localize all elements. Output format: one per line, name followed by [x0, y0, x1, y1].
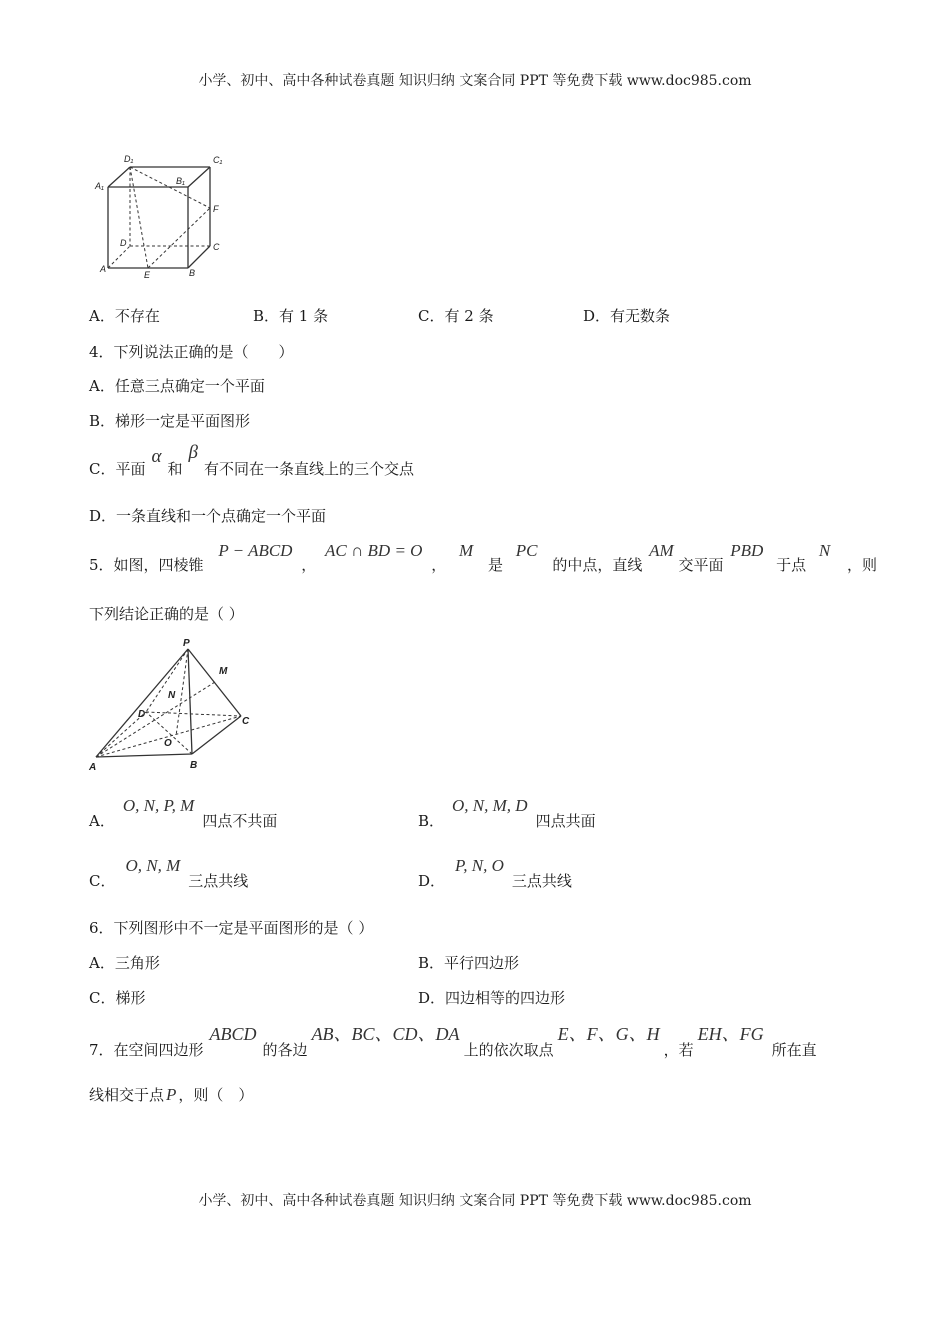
q6-option-d[interactable]: D．四边相等的四边形 — [418, 989, 566, 1007]
segment — [148, 208, 210, 268]
label-P: P — [183, 638, 190, 649]
q4-option-a[interactable]: A．任意三点确定一个平面 — [89, 377, 265, 395]
label-B: B — [190, 760, 198, 771]
label-C: C — [213, 242, 220, 252]
line-AM — [96, 682, 215, 757]
hidden-edge — [108, 246, 130, 268]
label-B1: B₁ — [176, 176, 185, 186]
q6-option-c[interactable]: C．梯形 — [89, 989, 146, 1007]
label-F: F — [213, 204, 219, 214]
edge — [108, 167, 130, 187]
q7-stem-line1: 7．在空间四边形ABCD的各边AB、BC、CD、DA上的依次取点E、F、G、H，若EH、FG所在直 — [89, 1024, 817, 1059]
hidden-DC — [146, 712, 241, 716]
segment — [130, 167, 148, 268]
edge-BC — [192, 716, 241, 754]
q3-option-c[interactable]: C．有 2 条 — [418, 307, 494, 325]
label-A: A — [89, 762, 97, 773]
q6-option-a[interactable]: A．三角形 — [89, 954, 160, 972]
q5-option-d[interactable]: D．P, N, O三点共线 — [418, 856, 572, 890]
page-header: 小学、初中、高中各种试卷真题 知识归纳 文案合同 PPT 等免费下载 www.doc985.com — [198, 73, 752, 89]
q6-stem: 6．下列图形中不一定是平面图形的是（ ） — [89, 919, 374, 937]
cube-figure — [92, 150, 232, 285]
q6-option-b[interactable]: B．平行四边形 — [418, 954, 520, 972]
q5-option-a[interactable]: A．O, N, P, M四点不共面 — [89, 796, 278, 830]
label-O: O — [164, 738, 172, 749]
label-M: M — [219, 666, 228, 677]
label-B: B — [189, 268, 196, 278]
q5-option-b[interactable]: B．O, N, M, D四点共面 — [418, 796, 596, 830]
q5-stem-line1: 5．如图，四棱锥 P − ABCD ， AC ∩ BD = O ， M 是 PC 的中点，直线 AM 交平面 PBD 于点 N ，则 — [89, 541, 877, 574]
pyramid-figure — [84, 636, 264, 776]
label-D: D — [138, 709, 146, 720]
edge — [188, 246, 210, 268]
label-D: D — [120, 238, 127, 248]
q5-stem-line2: 下列结论正确的是（ ） — [89, 605, 244, 623]
label-N: N — [168, 690, 176, 701]
label-E: E — [144, 270, 151, 280]
diag-AC — [96, 716, 241, 757]
q3-option-a[interactable]: A．不存在 — [89, 307, 160, 325]
edge — [188, 167, 210, 187]
edge-PA — [96, 649, 188, 757]
label-C1: C₁ — [213, 155, 223, 165]
q3-option-b[interactable]: B．有 1 条 — [253, 307, 329, 325]
q4-option-c[interactable]: C．平面α和β有不同在一条直线上的三个交点 — [89, 442, 414, 478]
edge-AB — [96, 754, 192, 757]
q4-option-b[interactable]: B．梯形一定是平面图形 — [89, 412, 251, 430]
label-C: C — [242, 716, 250, 727]
line-PO — [176, 649, 188, 736]
q4-stem: 4．下列说法正确的是（ ） — [89, 343, 294, 361]
label-D1: D₁ — [124, 154, 134, 164]
q4-option-d[interactable]: D．一条直线和一个点确定一个平面 — [89, 507, 327, 525]
label-A1: A₁ — [95, 181, 104, 191]
q7-stem-line2: 线相交于点 P ，则（ ） — [89, 1085, 254, 1104]
page-footer: 小学、初中、高中各种试卷真题 知识归纳 文案合同 PPT 等免费下载 www.doc985.com — [198, 1193, 752, 1209]
q5-option-c[interactable]: C．O, N, M三点共线 — [89, 856, 249, 890]
label-A: A — [100, 264, 107, 274]
edge-PB — [188, 649, 192, 754]
q3-option-d[interactable]: D．有无数条 — [583, 307, 671, 325]
